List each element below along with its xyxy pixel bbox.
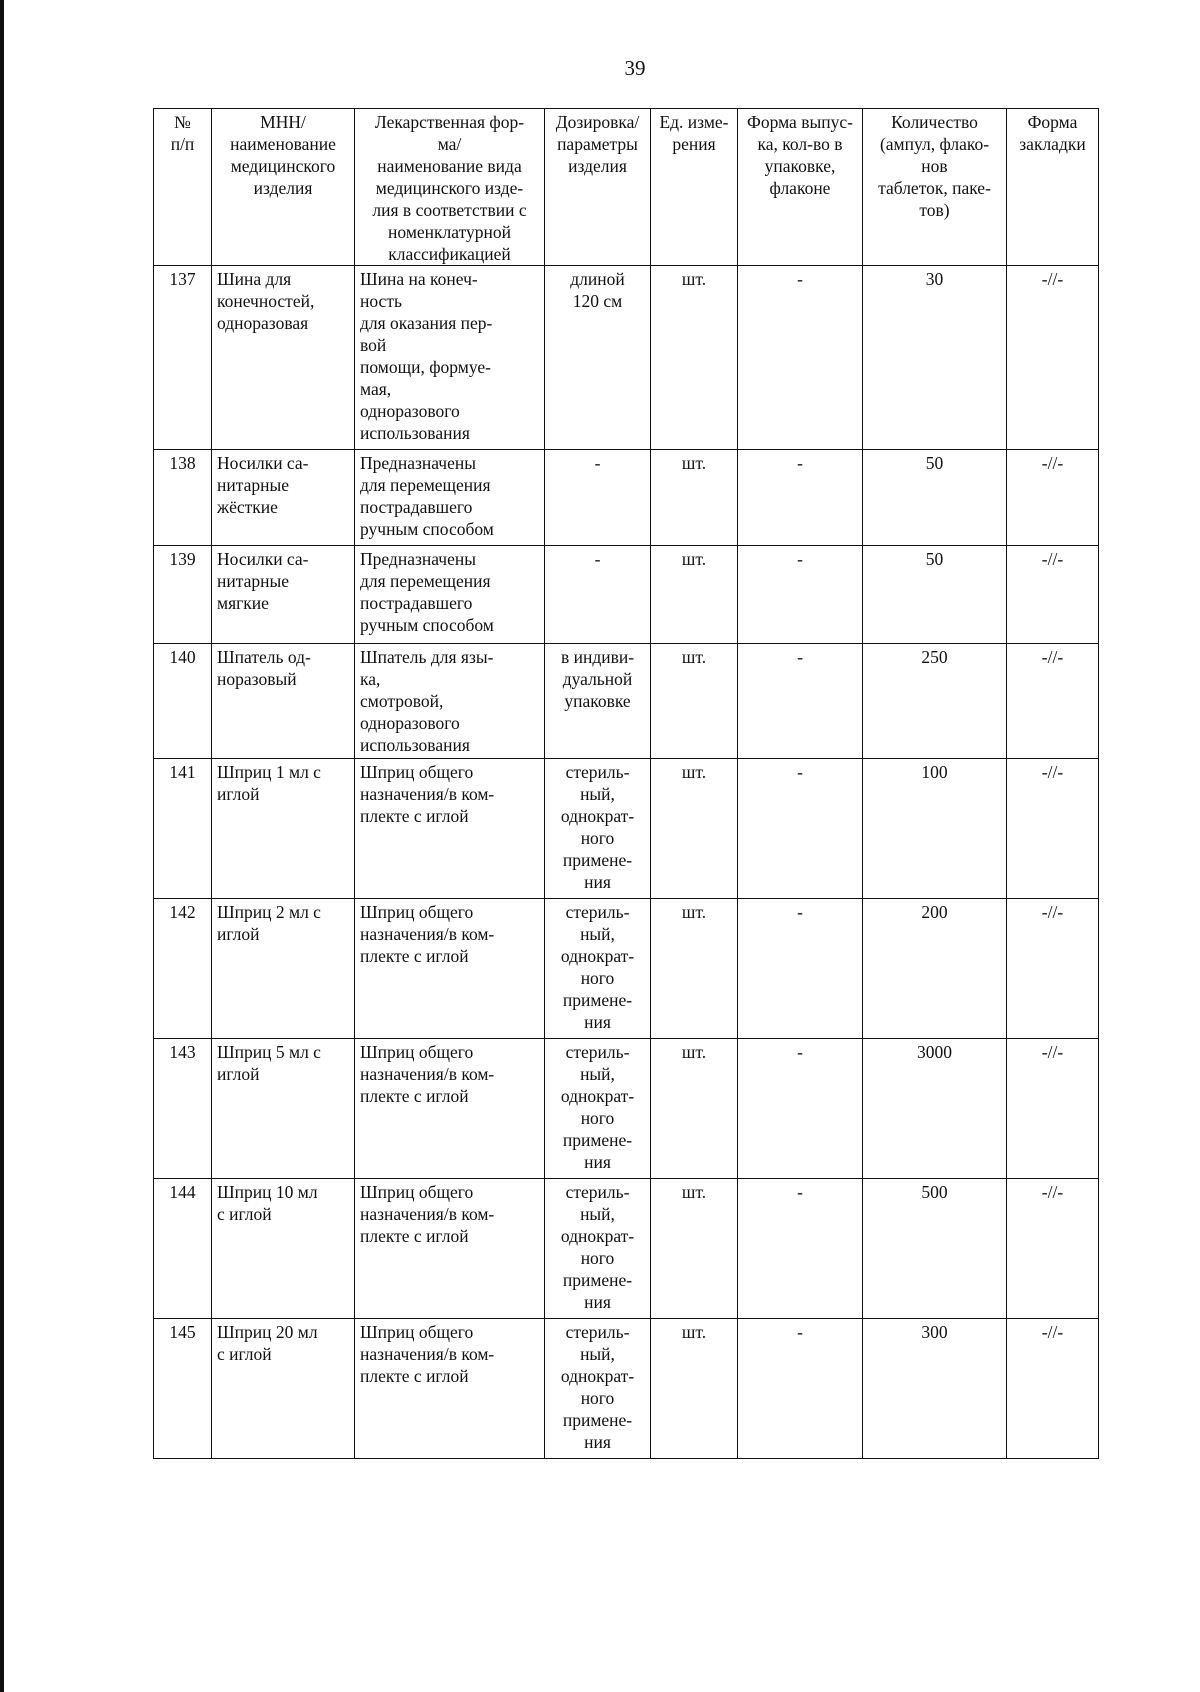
supplies-table bbox=[153, 108, 1099, 1459]
cell-unit: шт. bbox=[651, 1179, 738, 1319]
cell-unit: шт. bbox=[651, 1319, 738, 1459]
header-num: № п/п bbox=[154, 109, 212, 266]
page-number: 39 bbox=[624, 56, 646, 80]
header-dosage: Дозировка/ параметры изделия bbox=[545, 109, 651, 266]
cell-name: Носилки са- нитарные мягкие bbox=[212, 546, 355, 644]
cell-quantity: 3000 bbox=[863, 1039, 1007, 1179]
cell-name: Шприц 10 мл с иглой bbox=[212, 1179, 355, 1319]
cell-form: Шприц общего назначения/в ком- плекте с иглой bbox=[355, 759, 545, 899]
cell-tab-form: -//- bbox=[1007, 546, 1099, 644]
header-form: Лекарственная фор- ма/ наименование вида медицинского изде- лия в соответствии с номенклатурной классификацией bbox=[355, 109, 545, 266]
cell-dosage: стериль- ный, однократ- ного примене- ния bbox=[545, 1039, 651, 1179]
cell-release: - bbox=[738, 450, 863, 546]
cell-tab-form: -//- bbox=[1007, 644, 1099, 759]
cell-unit: шт. bbox=[651, 899, 738, 1039]
cell-quantity: 250 bbox=[863, 644, 1007, 759]
cell-tab-form: -//- bbox=[1007, 759, 1099, 899]
cell-num: 142 bbox=[154, 899, 212, 1039]
cell-num: 137 bbox=[154, 266, 212, 450]
cell-quantity: 300 bbox=[863, 1319, 1007, 1459]
cell-name: Шина для конечностей, одноразовая bbox=[212, 266, 355, 450]
cell-num: 140 bbox=[154, 644, 212, 759]
table-row bbox=[154, 450, 1099, 546]
cell-release: - bbox=[738, 546, 863, 644]
cell-unit: шт. bbox=[651, 266, 738, 450]
table-row bbox=[154, 1179, 1099, 1319]
header-tab-form: Форма закладки bbox=[1007, 109, 1099, 266]
cell-name: Носилки са- нитарные жёсткие bbox=[212, 450, 355, 546]
cell-dosage: длиной 120 см bbox=[545, 266, 651, 450]
cell-release: - bbox=[738, 644, 863, 759]
cell-form: Шприц общего назначения/в ком- плекте с иглой bbox=[355, 1039, 545, 1179]
cell-num: 141 bbox=[154, 759, 212, 899]
cell-tab-form: -//- bbox=[1007, 899, 1099, 1039]
cell-num: 144 bbox=[154, 1179, 212, 1319]
cell-quantity: 50 bbox=[863, 546, 1007, 644]
cell-form: Шпатель для язы- ка, смотровой, одноразового использования bbox=[355, 644, 545, 759]
table-row bbox=[154, 644, 1099, 759]
cell-quantity: 50 bbox=[863, 450, 1007, 546]
cell-num: 145 bbox=[154, 1319, 212, 1459]
cell-quantity: 100 bbox=[863, 759, 1007, 899]
cell-dosage: стериль- ный, однократ- ного примене- ния bbox=[545, 1179, 651, 1319]
cell-unit: шт. bbox=[651, 546, 738, 644]
cell-name: Шприц 20 мл с иглой bbox=[212, 1319, 355, 1459]
cell-tab-form: -//- bbox=[1007, 450, 1099, 546]
cell-name: Шприц 5 мл с иглой bbox=[212, 1039, 355, 1179]
cell-release: - bbox=[738, 266, 863, 450]
table-row bbox=[154, 266, 1099, 450]
cell-name: Шприц 1 мл с иглой bbox=[212, 759, 355, 899]
cell-quantity: 30 bbox=[863, 266, 1007, 450]
cell-tab-form: -//- bbox=[1007, 1319, 1099, 1459]
cell-form: Предназначены для перемещения пострадавшего ручным способом bbox=[355, 546, 545, 644]
cell-tab-form: -//- bbox=[1007, 1179, 1099, 1319]
cell-form: Предназначены для перемещения пострадавшего ручным способом bbox=[355, 450, 545, 546]
cell-unit: шт. bbox=[651, 450, 738, 546]
cell-dosage: стериль- ный, однократ- ного примене- ния bbox=[545, 899, 651, 1039]
cell-name: Шпатель од- норазовый bbox=[212, 644, 355, 759]
cell-unit: шт. bbox=[651, 1039, 738, 1179]
cell-tab-form: -//- bbox=[1007, 1039, 1099, 1179]
cell-dosage: - bbox=[545, 450, 651, 546]
scan-left-border bbox=[0, 0, 4, 1692]
cell-num: 139 bbox=[154, 546, 212, 644]
cell-form: Шприц общего назначения/в ком- плекте с иглой bbox=[355, 1319, 545, 1459]
cell-release: - bbox=[738, 1179, 863, 1319]
cell-unit: шт. bbox=[651, 644, 738, 759]
cell-unit: шт. bbox=[651, 759, 738, 899]
cell-num: 143 bbox=[154, 1039, 212, 1179]
cell-quantity: 500 bbox=[863, 1179, 1007, 1319]
table-row bbox=[154, 759, 1099, 899]
cell-quantity: 200 bbox=[863, 899, 1007, 1039]
header-name: МНН/ наименование медицинского изделия bbox=[212, 109, 355, 266]
cell-release: - bbox=[738, 759, 863, 899]
header-release: Форма выпус- ка, кол-во в упаковке, флаконе bbox=[738, 109, 863, 266]
cell-release: - bbox=[738, 1039, 863, 1179]
cell-form: Шприц общего назначения/в ком- плекте с иглой bbox=[355, 1179, 545, 1319]
cell-release: - bbox=[738, 1319, 863, 1459]
table-row bbox=[154, 899, 1099, 1039]
header-quantity: Количество (ампул, флако- нов таблеток, паке- тов) bbox=[863, 109, 1007, 266]
table-header-row bbox=[154, 109, 1099, 266]
cell-dosage: - bbox=[545, 546, 651, 644]
table-row bbox=[154, 546, 1099, 644]
table-row bbox=[154, 1319, 1099, 1459]
cell-name: Шприц 2 мл с иглой bbox=[212, 899, 355, 1039]
cell-dosage: в индиви- дуальной упаковке bbox=[545, 644, 651, 759]
table-row bbox=[154, 1039, 1099, 1179]
header-unit: Ед. изме- рения bbox=[651, 109, 738, 266]
cell-form: Шприц общего назначения/в ком- плекте с иглой bbox=[355, 899, 545, 1039]
cell-release: - bbox=[738, 899, 863, 1039]
cell-dosage: стериль- ный, однократ- ного примене- ния bbox=[545, 1319, 651, 1459]
cell-form: Шина на конеч- ность для оказания пер- вой помощи, формуе- мая, одноразового использования bbox=[355, 266, 545, 450]
cell-tab-form: -//- bbox=[1007, 266, 1099, 450]
cell-dosage: стериль- ный, однократ- ного примене- ния bbox=[545, 759, 651, 899]
cell-num: 138 bbox=[154, 450, 212, 546]
